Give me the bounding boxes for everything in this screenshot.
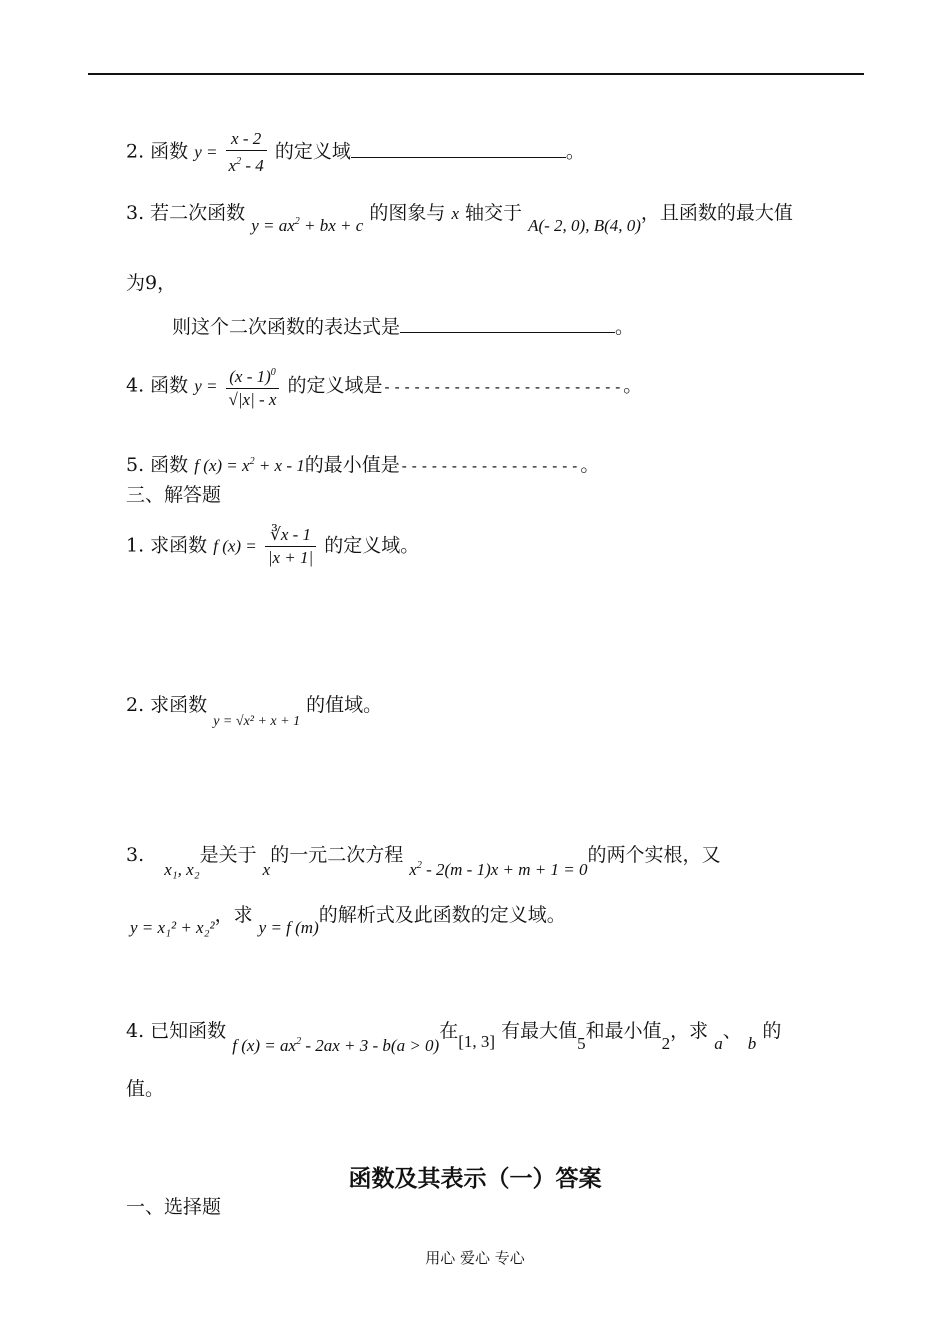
math-equation: $x^2 - 2(m - 1)x + m + 1 = 0$ (409, 860, 588, 879)
question-text: 和最小值 (585, 1020, 662, 1042)
question-3-line3 (172, 312, 634, 339)
question-text: 的定义域是 (287, 374, 383, 397)
solve-3-line2 (130, 900, 566, 937)
answer-blank[interactable] (351, 156, 566, 158)
answer-section-title: 一、选择题 (126, 1196, 222, 1218)
question-text: 是关于 (199, 844, 257, 866)
answer-blank[interactable]: ------------------------ (382, 377, 624, 396)
question-text: 的最小值是 (304, 454, 400, 476)
fraction-denominator: $x^2 - 4$ (228, 156, 264, 175)
question-text: ，求 (670, 1020, 709, 1042)
question-text: 的定义域。 (324, 534, 420, 557)
question-text: 的图象与 (369, 202, 446, 224)
question-label: 1. 求函数 (126, 534, 208, 557)
question-3 (126, 198, 793, 235)
math-expression: f $(x) = x^2 + x - 1$ (194, 456, 305, 475)
fraction-numerator: x - 2 (226, 128, 267, 151)
math-var: a (714, 1034, 723, 1053)
solve-3 (126, 840, 721, 879)
answer-heading: 函数及其表示（一）答案 (348, 1166, 602, 1192)
question-label: 5. 函数 (126, 454, 189, 476)
question-text: 则这个二次函数的表达式是 (172, 316, 401, 338)
math-var: b (747, 1034, 757, 1053)
question-label: 2. 函数 (126, 140, 189, 163)
question-text: 在 (439, 1020, 459, 1042)
math-interval: [1, 3] (458, 1032, 496, 1051)
question-label: 4. 函数 (126, 374, 189, 397)
fraction-numerator: ∛x - 1 (265, 524, 316, 547)
question-label: 3. (126, 844, 145, 866)
math-expression: f $(x) = ax^2 - 2ax + 3 - b(a > 0)$ (232, 1036, 440, 1055)
max-value: 5 (577, 1034, 586, 1053)
math-expression: y = √x² + x + 1 (213, 714, 301, 729)
math-lhs: y = (194, 142, 218, 162)
question-text: 的定义域 (274, 140, 351, 163)
fraction-denominator: √|x| - x (228, 390, 277, 409)
math-vars: x₁, x₂ (164, 860, 200, 879)
question-text: 的两个实根，又 (587, 844, 721, 866)
fraction (226, 128, 267, 177)
math-var: x (451, 204, 459, 223)
question-text: ，且函数的最大值 (640, 202, 793, 224)
section-title: 三、解答题 (126, 484, 222, 506)
question-label: 3. 若二次函数 (126, 202, 246, 224)
solve-1 (126, 524, 419, 569)
answer-blank[interactable]: ------------------ (399, 457, 581, 475)
solve-4-line2: 值。 (126, 1078, 165, 1100)
question-text: 的值域。 (306, 694, 383, 716)
math-expression: y = x₁² + x₂² (130, 918, 215, 937)
fraction-denominator: |x + 1| (267, 548, 314, 567)
question-3-line2: 为9， (126, 272, 177, 294)
solve-2 (126, 690, 383, 729)
question-label: 4. 已知函数 (126, 1020, 227, 1042)
math-expression: $y = ax^2$ + bx + c (251, 216, 364, 235)
fraction (265, 524, 316, 569)
math-lhs: f (x) = (213, 536, 257, 556)
question-text: 有最大值 (501, 1020, 578, 1042)
fraction (226, 362, 280, 411)
period: 。 (580, 454, 600, 476)
question-text: 的解析式及此函数的定义域。 (318, 904, 566, 926)
question-text: ，求 (214, 904, 253, 926)
header-rule (88, 73, 864, 75)
question-text: 轴交于 (465, 202, 523, 224)
solve-4 (126, 1016, 782, 1055)
page-footer: 用心 爱心 专心 (425, 1249, 525, 1267)
separator: 、 (722, 1020, 742, 1042)
period: 。 (565, 140, 585, 163)
math-expression: y = f (m) (258, 918, 319, 937)
question-5 (126, 450, 599, 477)
question-text: 的 (762, 1020, 782, 1042)
answer-blank[interactable] (400, 331, 615, 333)
question-text: 的一元二次方程 (270, 844, 404, 866)
min-value: 2 (661, 1034, 671, 1053)
fraction-numerator: (x - 1)$^0$ (226, 362, 280, 389)
period: 。 (623, 374, 643, 397)
question-2 (126, 128, 585, 177)
math-var: x (262, 860, 271, 879)
math-lhs: y = (194, 376, 218, 396)
period: 。 (615, 316, 635, 338)
math-points: A(- 2, 0), B(4, 0) (528, 216, 641, 235)
question-label: 2. 求函数 (126, 694, 208, 716)
question-4 (126, 362, 642, 411)
